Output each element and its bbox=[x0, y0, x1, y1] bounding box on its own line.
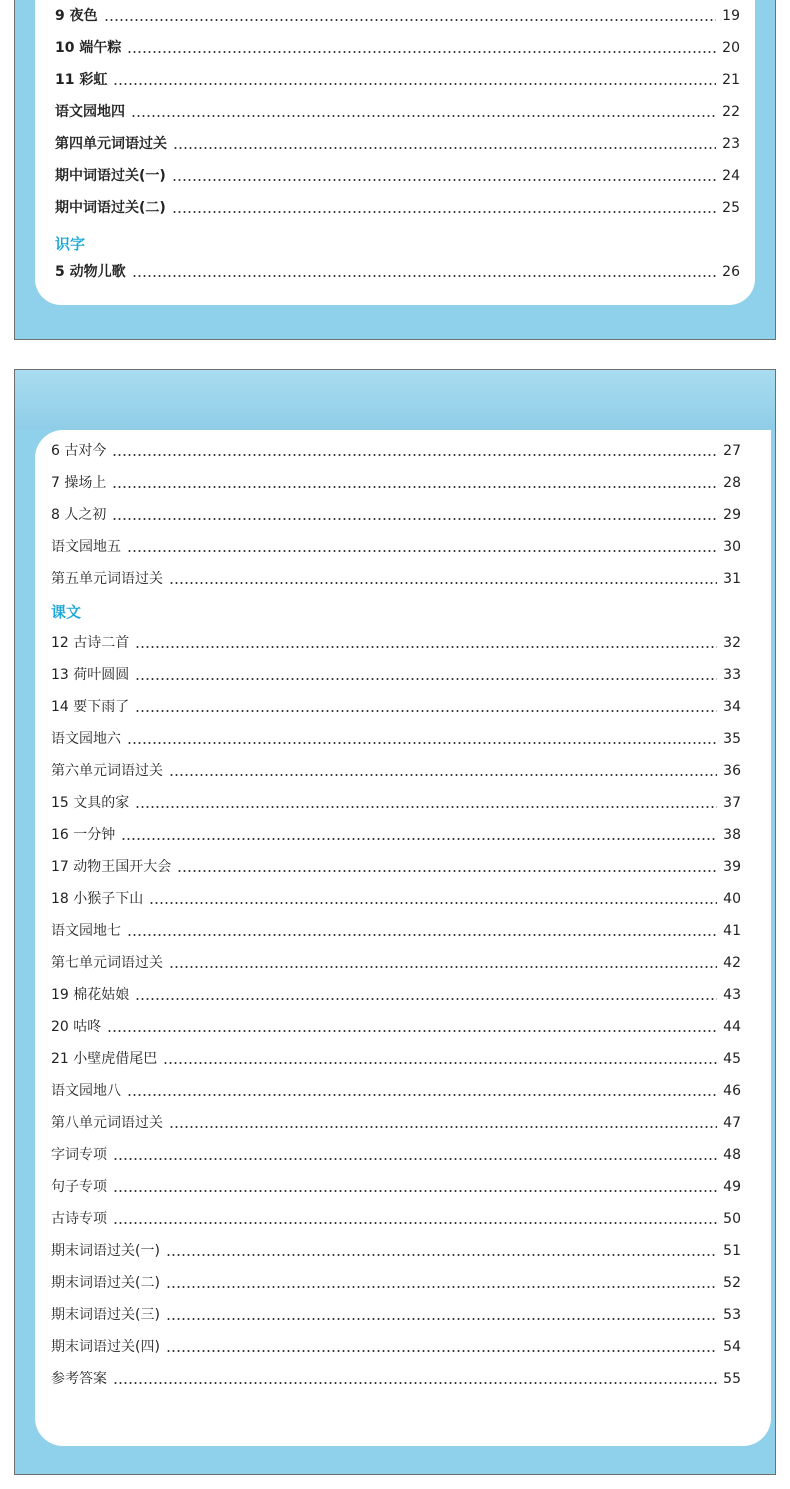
dot-leader bbox=[163, 1062, 717, 1064]
toc-entry-page: 21 bbox=[722, 72, 740, 88]
dot-leader bbox=[135, 710, 717, 712]
toc-entry-page: 30 bbox=[723, 539, 741, 555]
dot-leader bbox=[169, 966, 717, 968]
toc-panel-bottom bbox=[14, 369, 776, 1475]
toc-entry-page: 35 bbox=[723, 731, 741, 747]
toc-entry-title: 19 棉花姑娘 bbox=[51, 987, 130, 1003]
toc-entry-title: 第四单元词语过关 bbox=[55, 136, 167, 152]
toc-entry[interactable] bbox=[51, 532, 741, 556]
dot-leader bbox=[127, 934, 717, 936]
dot-leader bbox=[132, 275, 717, 277]
section-heading: 课文 bbox=[51, 603, 82, 621]
dot-leader bbox=[127, 51, 716, 53]
toc-entry-page: 54 bbox=[723, 1339, 741, 1355]
toc-entry[interactable] bbox=[51, 884, 741, 908]
toc-entry-title: 句子专项 bbox=[51, 1179, 107, 1195]
header-band bbox=[15, 370, 775, 430]
toc-entry-title: 18 小猴子下山 bbox=[51, 891, 144, 907]
toc-entry-page: 48 bbox=[723, 1147, 741, 1163]
dot-leader bbox=[135, 998, 717, 1000]
dot-leader bbox=[113, 1222, 717, 1224]
dot-leader bbox=[166, 1350, 717, 1352]
toc-entry-title: 14 要下雨了 bbox=[51, 699, 130, 715]
toc-entry-page: 28 bbox=[723, 475, 741, 491]
dot-leader bbox=[112, 454, 717, 456]
toc-entry-title: 期末词语过关(二) bbox=[51, 1275, 160, 1291]
dot-leader bbox=[135, 646, 717, 648]
toc-entry[interactable] bbox=[51, 724, 741, 748]
toc-entry-page: 41 bbox=[723, 923, 741, 939]
toc-entry-title: 6 古对今 bbox=[51, 443, 107, 459]
toc-entry[interactable] bbox=[55, 1, 740, 25]
toc-entry-page: 52 bbox=[723, 1275, 741, 1291]
toc-entry[interactable] bbox=[51, 692, 741, 716]
toc-entry[interactable] bbox=[55, 129, 740, 153]
toc-entry[interactable] bbox=[51, 756, 741, 780]
toc-entry-page: 25 bbox=[722, 200, 740, 216]
toc-entry-page: 45 bbox=[723, 1051, 741, 1067]
toc-entry[interactable] bbox=[51, 916, 741, 940]
dot-leader bbox=[112, 486, 717, 488]
toc-entry-title: 16 一分钟 bbox=[51, 827, 116, 843]
dot-leader bbox=[104, 19, 717, 21]
dot-leader bbox=[173, 147, 716, 149]
dot-leader bbox=[127, 742, 717, 744]
toc-entry-title: 第七单元词语过关 bbox=[51, 955, 163, 971]
dot-leader bbox=[113, 83, 716, 85]
toc-entry-page: 40 bbox=[723, 891, 741, 907]
toc-entry-title: 5 动物儿歌 bbox=[55, 264, 126, 280]
toc-entry-page: 36 bbox=[723, 763, 741, 779]
toc-entry[interactable] bbox=[51, 788, 741, 812]
toc-entry-page: 26 bbox=[722, 264, 740, 280]
dot-leader bbox=[107, 1030, 717, 1032]
toc-entry-page: 47 bbox=[723, 1115, 741, 1131]
toc-entry[interactable] bbox=[55, 97, 740, 121]
toc-entry-title: 7 操场上 bbox=[51, 475, 107, 491]
toc-entry-title: 字词专项 bbox=[51, 1147, 107, 1163]
toc-entry-page: 31 bbox=[723, 571, 741, 587]
toc-entry[interactable] bbox=[51, 1172, 741, 1196]
dot-leader bbox=[169, 582, 717, 584]
toc-entry-title: 8 人之初 bbox=[51, 507, 107, 523]
toc-entry-page: 32 bbox=[723, 635, 741, 651]
toc-entry-title: 语文园地七 bbox=[51, 923, 121, 939]
dot-leader bbox=[131, 115, 716, 117]
toc-entry-title: 11 彩虹 bbox=[55, 72, 108, 88]
dot-leader bbox=[127, 550, 717, 552]
toc-entry[interactable] bbox=[51, 1300, 741, 1324]
toc-entry-page: 22 bbox=[722, 104, 740, 120]
toc-entry-page: 29 bbox=[723, 507, 741, 523]
toc-entry[interactable] bbox=[55, 161, 740, 185]
toc-entry-title: 期中词语过关(一) bbox=[55, 168, 166, 184]
dot-leader bbox=[112, 518, 717, 520]
dot-leader bbox=[169, 1126, 717, 1128]
toc-entry-title: 语文园地五 bbox=[51, 539, 121, 555]
toc-entry[interactable] bbox=[55, 33, 740, 57]
toc-entry[interactable] bbox=[51, 1012, 741, 1036]
toc-entry[interactable] bbox=[51, 436, 741, 460]
toc-entry-page: 23 bbox=[722, 136, 740, 152]
toc-entry[interactable] bbox=[51, 1076, 741, 1100]
toc-entry-title: 语文园地四 bbox=[55, 104, 125, 120]
toc-entry[interactable] bbox=[51, 1044, 741, 1068]
toc-entry-page: 37 bbox=[723, 795, 741, 811]
toc-entry[interactable] bbox=[51, 628, 741, 652]
toc-entry-page: 20 bbox=[722, 40, 740, 56]
dot-leader bbox=[113, 1190, 717, 1192]
toc-entry-title: 期末词语过关(三) bbox=[51, 1307, 160, 1323]
toc-entry-page: 51 bbox=[723, 1243, 741, 1259]
toc-entry-page: 24 bbox=[722, 168, 740, 184]
dot-leader bbox=[113, 1158, 717, 1160]
toc-entry-page: 33 bbox=[723, 667, 741, 683]
toc-entry-title: 参考答案 bbox=[51, 1371, 107, 1387]
toc-entry-title: 第六单元词语过关 bbox=[51, 763, 163, 779]
dot-leader bbox=[166, 1254, 717, 1256]
dot-leader bbox=[172, 179, 716, 181]
toc-entry-title: 语文园地八 bbox=[51, 1083, 121, 1099]
toc-entry-title: 12 古诗二首 bbox=[51, 635, 130, 651]
toc-entry-page: 42 bbox=[723, 955, 741, 971]
toc-panel-top bbox=[14, 0, 776, 340]
dot-leader bbox=[149, 902, 717, 904]
toc-entry-page: 19 bbox=[722, 8, 740, 24]
dot-leader bbox=[113, 1382, 717, 1384]
toc-entry-page: 38 bbox=[723, 827, 741, 843]
toc-entry[interactable] bbox=[51, 1332, 741, 1356]
toc-entry[interactable] bbox=[55, 257, 740, 281]
toc-entry-title: 17 动物王国开大会 bbox=[51, 859, 172, 875]
toc-entry-title: 古诗专项 bbox=[51, 1211, 107, 1227]
dot-leader bbox=[135, 678, 717, 680]
toc-entry-title: 期末词语过关(四) bbox=[51, 1339, 160, 1355]
toc-entry[interactable] bbox=[51, 948, 741, 972]
toc-entry-page: 43 bbox=[723, 987, 741, 1003]
toc-entry[interactable] bbox=[51, 1364, 741, 1388]
toc-entry[interactable] bbox=[51, 500, 741, 524]
toc-entry-title: 第八单元词语过关 bbox=[51, 1115, 163, 1131]
toc-entry-title: 第五单元词语过关 bbox=[51, 571, 163, 587]
toc-entry-page: 27 bbox=[723, 443, 741, 459]
toc-entry-title: 9 夜色 bbox=[55, 8, 98, 24]
toc-entry-page: 50 bbox=[723, 1211, 741, 1227]
dot-leader bbox=[166, 1318, 717, 1320]
toc-entry-page: 39 bbox=[723, 859, 741, 875]
toc-entry[interactable] bbox=[51, 980, 741, 1004]
dot-leader bbox=[121, 838, 717, 840]
dot-leader bbox=[135, 806, 717, 808]
dot-leader bbox=[172, 211, 716, 213]
toc-entry-title: 期末词语过关(一) bbox=[51, 1243, 160, 1259]
toc-entry[interactable] bbox=[51, 564, 741, 588]
toc-entry[interactable] bbox=[55, 193, 740, 217]
toc-entry[interactable] bbox=[51, 852, 741, 876]
toc-entry-page: 53 bbox=[723, 1307, 741, 1323]
dot-leader bbox=[127, 1094, 717, 1096]
toc-entry[interactable] bbox=[55, 65, 740, 89]
toc-entry-title: 15 文具的家 bbox=[51, 795, 130, 811]
toc-entry-title: 10 端午粽 bbox=[55, 40, 122, 56]
toc-entry-title: 20 咕咚 bbox=[51, 1019, 102, 1035]
toc-entry[interactable] bbox=[51, 660, 741, 684]
toc-entry-page: 46 bbox=[723, 1083, 741, 1099]
toc-entry[interactable] bbox=[51, 1140, 741, 1164]
toc-entry-page: 49 bbox=[723, 1179, 741, 1195]
toc-entry-page: 55 bbox=[723, 1371, 741, 1387]
toc-entry-title: 13 荷叶圆圆 bbox=[51, 667, 130, 683]
toc-entry-title: 期中词语过关(二) bbox=[55, 200, 166, 216]
section-heading: 识字 bbox=[55, 235, 86, 253]
toc-entry[interactable] bbox=[51, 468, 741, 492]
dot-leader bbox=[169, 774, 717, 776]
dot-leader bbox=[177, 870, 717, 872]
dot-leader bbox=[166, 1286, 717, 1288]
toc-entry-page: 44 bbox=[723, 1019, 741, 1035]
toc-entry-page: 34 bbox=[723, 699, 741, 715]
toc-entry[interactable] bbox=[51, 1204, 741, 1228]
toc-entry[interactable] bbox=[51, 1108, 741, 1132]
toc-entry[interactable] bbox=[51, 1268, 741, 1292]
toc-entry[interactable] bbox=[51, 1236, 741, 1260]
toc-entry-title: 语文园地六 bbox=[51, 731, 121, 747]
toc-entry[interactable] bbox=[51, 820, 741, 844]
toc-entry-title: 21 小壁虎借尾巴 bbox=[51, 1051, 158, 1067]
